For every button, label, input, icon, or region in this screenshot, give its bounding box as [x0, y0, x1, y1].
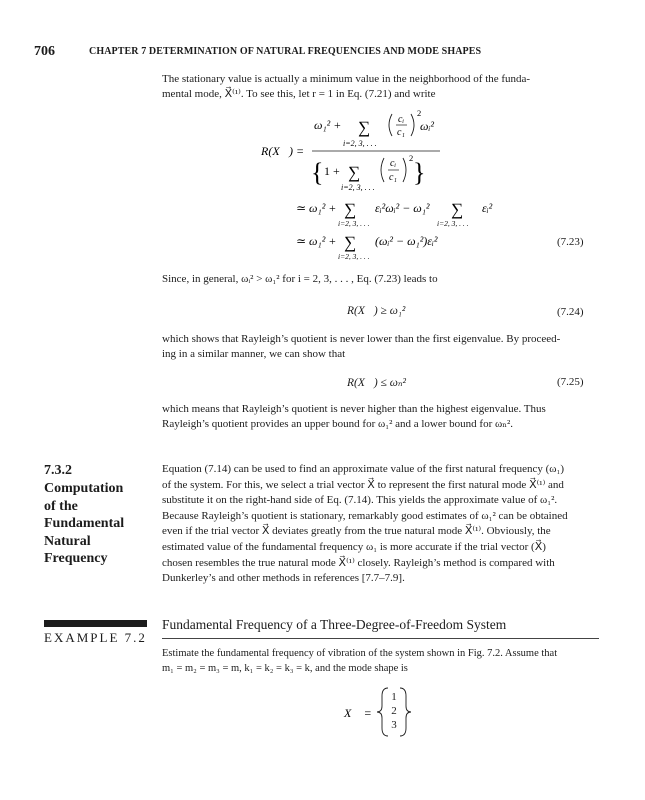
rayleigh-lower-line-2: ing in a similar manner, we can show that — [162, 348, 346, 360]
section-body-line: of the system. For this, we select a trial vector X⃗ to represent the first natural mode X⃗⁽¹⁾ and — [162, 478, 564, 491]
example-statement-line-2: m₁ = m₂ = m₃ = m, k₁ = k₂ = k₃ = k, and the mode shape is — [162, 663, 408, 674]
example-vector-lhs: X⃗ = — [344, 706, 372, 720]
denominator-left-brace: { — [311, 158, 324, 187]
denominator-frac-c1: c₁ — [389, 172, 397, 183]
denominator-right-brace: } — [413, 158, 426, 187]
example-statement-line-1: Estimate the fundamental frequency of vibration of the system shown in Fig. 7.2. Assume that — [162, 648, 558, 659]
approx1-tail: εᵢ² — [482, 201, 493, 215]
equation-lhs: R(X⃗) = — [261, 144, 305, 158]
vector-left-brace — [377, 688, 388, 736]
approx1-sum-symbol-2: ∑ — [451, 200, 464, 219]
section-body-line: estimated value of the fundamental frequency ω₁ is more accurate if the trial vector (X⃗) — [162, 540, 546, 553]
chapter-running-head: CHAPTER 7 DETERMINATION OF NATURAL FREQUENCIES AND MODE SHAPES — [89, 46, 482, 57]
section-title-line: Fundamental — [44, 516, 125, 531]
section-title-line: Natural — [44, 533, 91, 549]
approx2-sum-index: i=2, 3, . . . — [338, 252, 370, 261]
page-number: 706 — [34, 44, 55, 59]
vector-right-brace — [400, 688, 411, 736]
denominator-frac-ci: cᵢ — [390, 158, 397, 169]
section-title — [44, 480, 154, 568]
rayleigh-upper-bound-paragraph — [162, 402, 599, 432]
vector-entry: 1 — [391, 691, 397, 703]
section-title-line: Frequency — [44, 551, 108, 566]
approx2-body: (ωᵢ² − ω₁²)εᵢ² — [375, 234, 438, 248]
equation-7-25: R(X⃗) ≤ ωₙ² — [347, 377, 406, 389]
equation-number-7-23: (7.23) — [557, 236, 584, 248]
section-title-line: Computation — [44, 481, 124, 496]
numerator-omega-i: ωᵢ² — [420, 119, 434, 133]
approx1-sum-index: i=2, 3, . . . — [338, 219, 370, 228]
rayleigh-upper-line-2: Rayleigh’s quotient provides an upper bound for ω₁² and a lower bound for ωₙ². — [162, 418, 514, 430]
numerator-right-paren — [411, 114, 414, 136]
numerator-sum-symbol: ∑ — [358, 118, 371, 137]
equation-number-7-24: (7.24) — [557, 306, 584, 318]
example-vector-entries — [388, 690, 400, 732]
rayleigh-upper-line-1: which means that Rayleigh’s quotient is never higher than the highest eigenvalue. Thus — [162, 403, 546, 415]
section-number: 7.3.2 — [44, 463, 72, 478]
denominator-one-plus: 1 + — [324, 164, 340, 178]
denominator-left-paren — [381, 158, 384, 182]
approx2-lead: ≃ ω₁² + — [296, 234, 337, 248]
example-heading-bar — [44, 620, 147, 627]
numerator-sum-index: i=2, 3, . . . — [343, 139, 377, 148]
example-title-rule — [162, 638, 599, 639]
numerator-exponent: 2 — [417, 108, 422, 118]
section-body-line: Because Rayleigh’s quotient is stationary, remarkably good estimates of ω₁² can be obtained — [162, 509, 568, 522]
section-body-line: substitute it on the right-hand side of Eq. (7.14). This yields the approximate value of ω₁². — [162, 494, 558, 507]
section-body-line: chosen resembles the true natural mode X⃗⁽¹⁾ closely. Rayleigh’s method is compared with — [162, 556, 555, 569]
numerator-frac-c1: c₁ — [397, 127, 405, 138]
approx1-sum-symbol: ∑ — [344, 200, 357, 219]
rayleigh-lower-bound-paragraph — [162, 332, 599, 362]
denominator-exponent: 2 — [409, 153, 414, 163]
numerator-left-paren — [389, 114, 392, 136]
example-title: Fundamental Frequency of a Three-Degree-of-Freedom System — [162, 617, 507, 632]
section-body-line: Equation (7.14) can be used to find an approximate value of the first natural frequency (ω₁) — [162, 463, 565, 475]
intro-line-1: The stationary value is actually a minimum value in the neighborhood of the funda- — [162, 73, 531, 85]
rayleigh-lower-line-1: which shows that Rayleigh’s quotient is never lower than the first eigenvalue. By proceed- — [162, 333, 561, 345]
denominator-right-paren — [403, 158, 406, 182]
section-body-line: Dunkerley’s and other methods in references [7.7–7.9]. — [162, 572, 405, 585]
equation-7-24: R(X⃗) ≥ ω₁² — [347, 305, 406, 317]
example-label: EXAMPLE 7.2 — [44, 630, 147, 645]
example-statement — [162, 646, 599, 676]
approx1-lead: ≃ ω₁² + — [296, 201, 337, 215]
denominator-sum-index: i=2, 3, . . . — [341, 183, 375, 192]
since-paragraph: Since, in general, ωᵢ² > ω₁² for i = 2, 3, . . . , Eq. (7.23) leads to — [162, 273, 438, 285]
approx1-sum-index-2: i=2, 3, . . . — [437, 219, 469, 228]
approx2-sum-symbol: ∑ — [344, 233, 357, 252]
vector-entry: 2 — [391, 705, 397, 717]
numerator-frac-ci: cᵢ — [398, 114, 405, 125]
numerator-omega1: ω₁² + — [314, 118, 342, 132]
approx1-middle: εᵢ²ωᵢ² − ω₁² — [375, 201, 430, 215]
section-body-line: even if the trial vector X⃗ deviates greatly from the true natural mode X⃗⁽¹⁾. Obviously, the — [162, 525, 551, 538]
denominator-sum-symbol: ∑ — [348, 163, 361, 182]
section-body-paragraph — [162, 462, 599, 587]
equation-number-7-25: (7.25) — [557, 376, 584, 388]
vector-entry: 3 — [391, 719, 397, 731]
intro-line-2: mental mode, X⃗⁽¹⁾. To see this, let r = 1 in Eq. (7.21) and write — [162, 88, 436, 100]
section-title-line: of the — [44, 498, 78, 514]
